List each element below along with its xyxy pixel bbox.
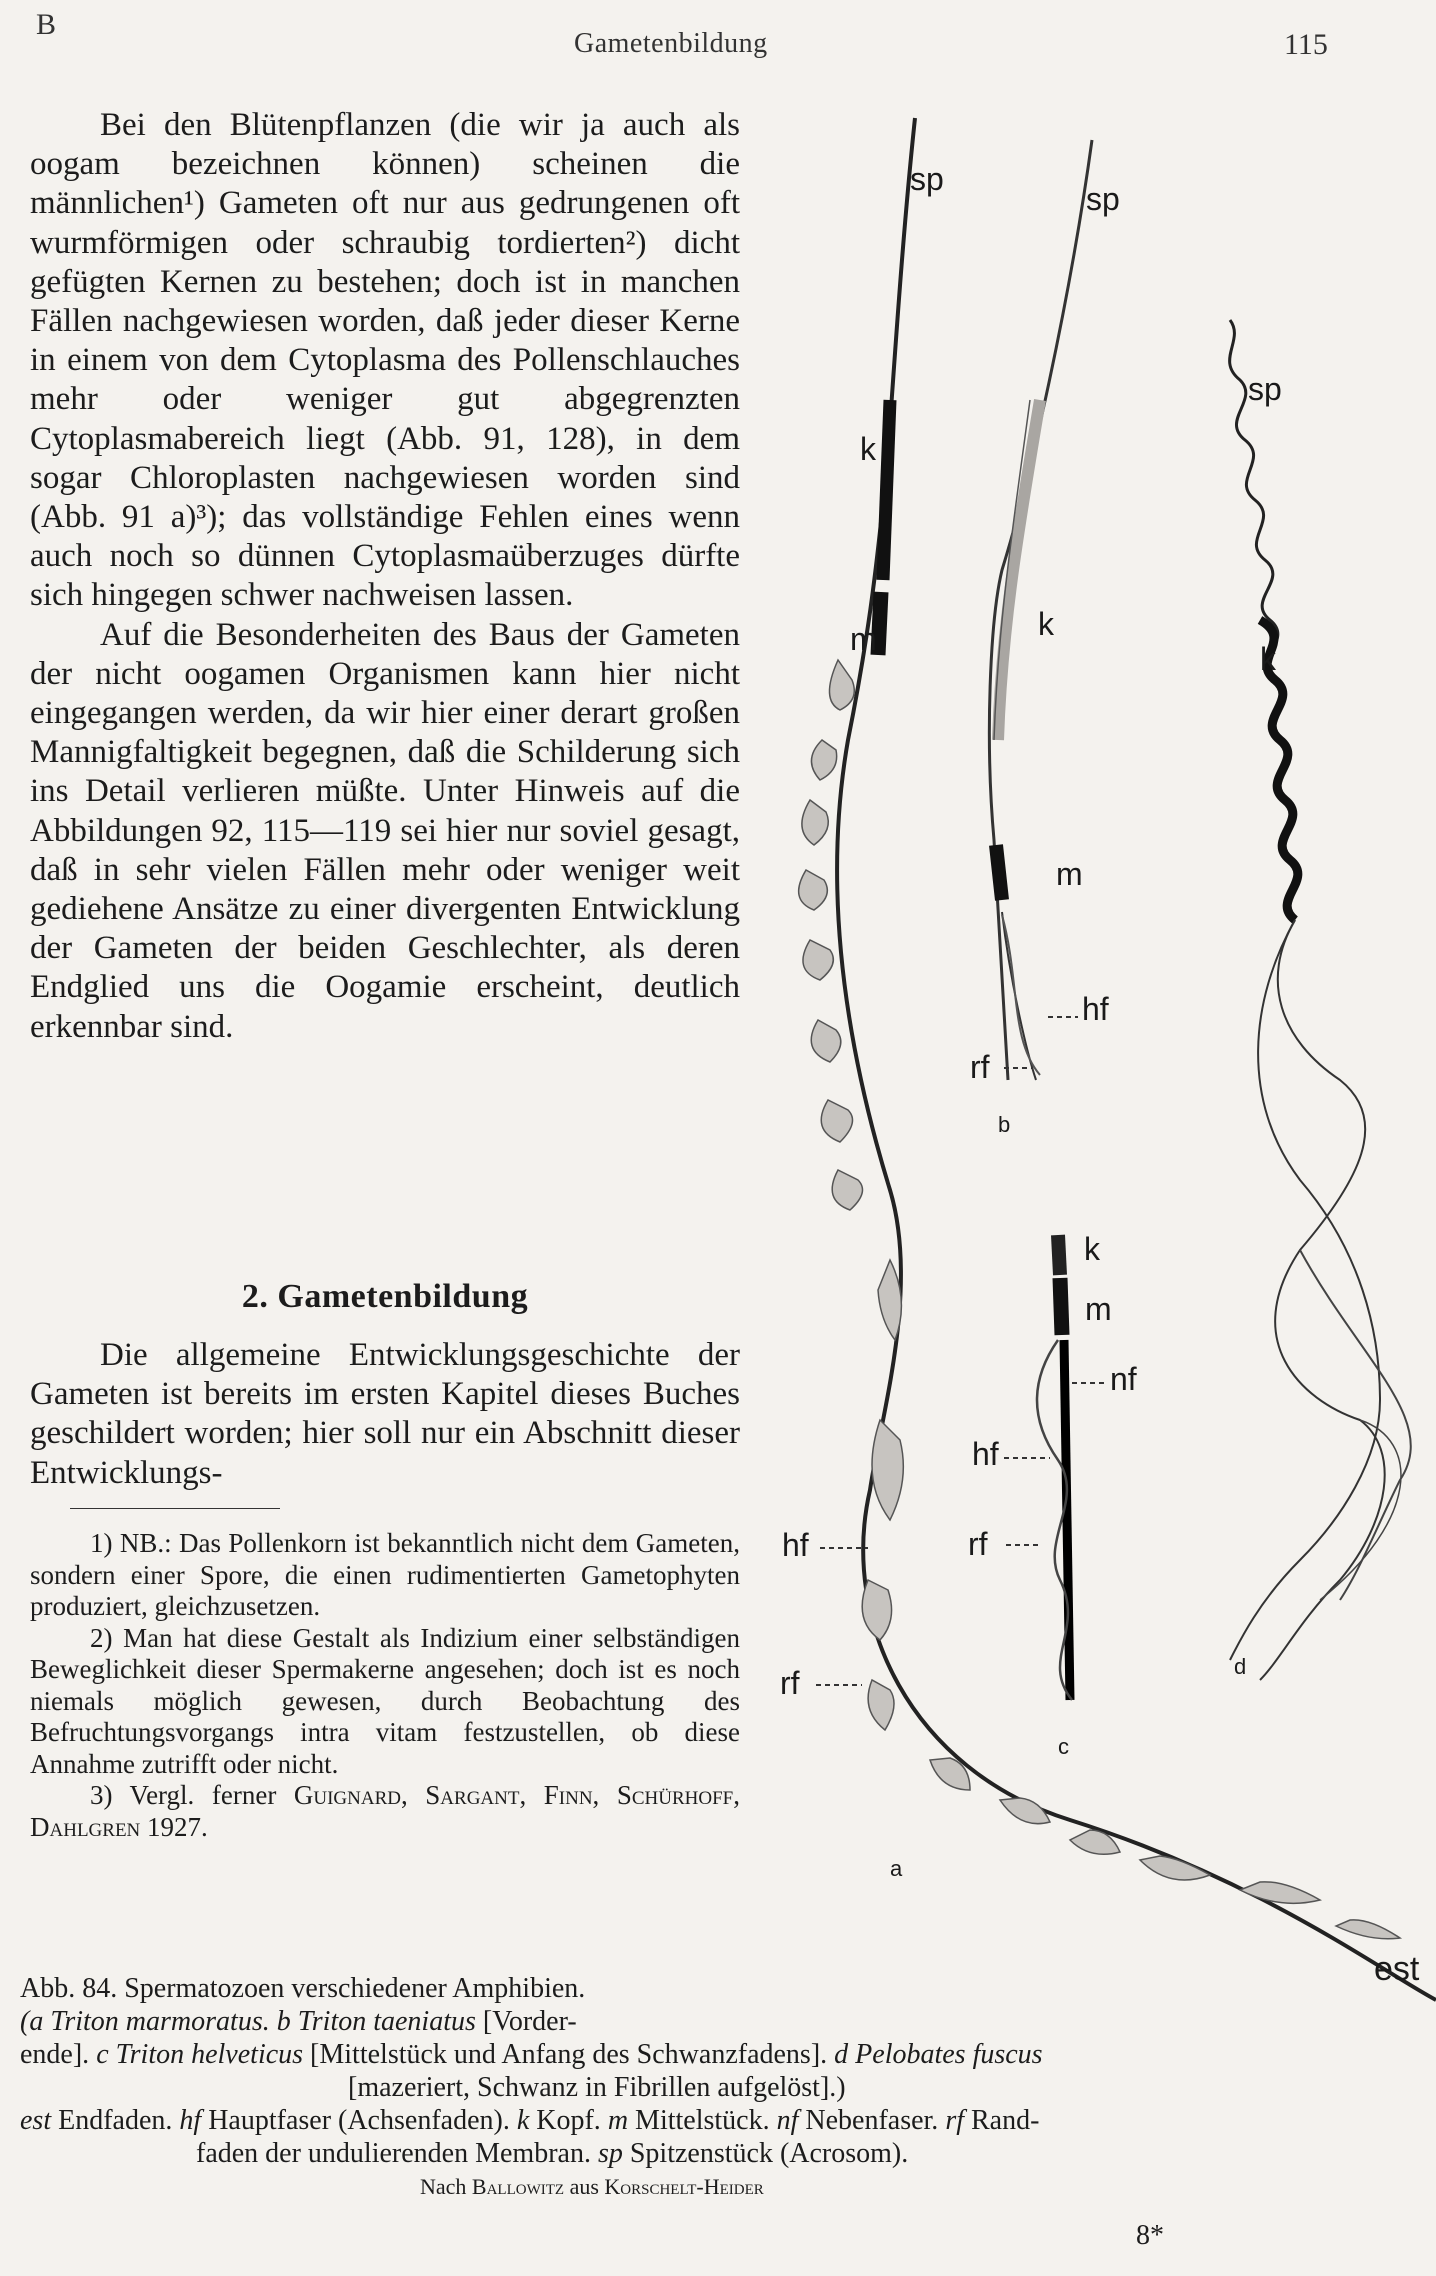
caption-line-4: [mazeriert, Schwanz in Fibrillen aufgelöst].)	[348, 2072, 846, 2103]
figure-b-head	[998, 400, 1040, 740]
footnote-3: 3) Vergl. ferner Guignard, Sargant, Finn, Schürhoff, Dahlgren 1927.	[30, 1780, 740, 1842]
label-sp-b: sp	[1086, 181, 1120, 217]
label-b: b	[998, 1112, 1011, 1137]
footnote-2: 2) Man hat diese Gestalt als Indizium einer selbständigen Beweglichkeit dieser Spermakerne angesehen; doch ist es noch niemals möglich gewesen, durch Beobachtung des Befruchtungsvorgangs intra vitam festzustellen, ob diese Annahme zutrifft oder nicht.	[30, 1622, 740, 1779]
section-title: 2. Gametenbildung	[241, 1278, 529, 1315]
label-m-a: m	[850, 621, 877, 657]
paragraph-1: Bei den Blütenpflanzen (die wir ja auch als oogam bezeichnen können) scheinen die männlichen¹) Gameten oft nur aus gedrungenen oft wurmförmigen oder schraubig tordierten²) dicht gefügten Kernen zu bestehen; doch ist in manchen Fällen nachgewiesen worden, daß jeder dieser Kerne in einem von dem Cytoplasma des Pollenschlauches mehr oder weniger gut abgegrenzten Cytoplasmabereich liegt (Abb. 91, 128), in dem sogar Chloroplasten nachgewiesen worden sind (Abb. 91 a)³); das vollständige Fehlen eines wenn auch noch so dünnen Cytoplasmaüberzuges dürfte sich hingegen schwer nachweisen lassen.	[30, 107, 740, 614]
running-title: Gametenbildung	[574, 28, 768, 59]
header-left-mark: B	[36, 8, 57, 41]
figure-c-head	[1058, 1235, 1060, 1275]
label-rf-a: rf	[780, 1665, 800, 1701]
figure-d	[1230, 320, 1411, 1680]
label-hf-b: hf	[1082, 991, 1109, 1027]
figure-d-fibril-3	[1300, 1250, 1411, 1600]
label-d: d	[1234, 1654, 1247, 1679]
figure-a-main-filament	[837, 118, 1436, 2000]
caption-line-5: est Endfaden. hf Hauptfaser (Achsenfaden). k Kopf. m Mittelstück. nf Nebenfaser. rf Rand-	[20, 2105, 1040, 2136]
label-hf-c: hf	[972, 1436, 999, 1472]
label-k-a: k	[860, 431, 876, 467]
footnotes	[30, 1528, 740, 1843]
figure-c	[1037, 1235, 1072, 1700]
figure-caption	[20, 1972, 1330, 2203]
figure-a-head	[883, 400, 890, 580]
paragraph-2: Auf die Besonderheiten des Baus der Gameten der nicht oogamen Organismen kann hier nicht eingegangen werden, da wir hier einer derart großen Mannigfaltigkeit begegnen, daß die Schilderung sich ins Detail verlieren müßte. Unter Hinweis auf die Abbildungen 92, 115—119 sei hier nur soviel gesagt, daß in sehr vielen Fällen mehr oder weniger weit gediehene Ansätze zu einer divergenten Entwicklung der Gameten der beiden Geschlechter, als deren Endglied uns die Oogamie erscheint, deutlich erkennbar sind.	[30, 616, 740, 1045]
section-body	[30, 1336, 740, 1493]
footnote-rule	[70, 1508, 280, 1509]
label-c: c	[1058, 1734, 1069, 1759]
caption-line-3: ende]. c Triton helveticus [Mittelstück und Anfang des Schwanzfadens]. d Pelobates fuscus	[20, 2039, 1043, 2070]
caption-line-6: faden der undulierenden Membran. sp Spitzenstück (Acrosom).	[196, 2138, 909, 2169]
label-m-c: m	[1085, 1291, 1112, 1327]
label-k-c: k	[1084, 1231, 1100, 1267]
label-hf-a: hf	[782, 1527, 809, 1563]
figure-a	[799, 118, 1436, 2000]
label-rf-b: rf	[970, 1049, 990, 1085]
body-text	[30, 106, 740, 1047]
printer-signature: 8*	[1136, 2220, 1164, 2251]
section-paragraph: Die allgemeine Entwicklungsgeschichte der Gameten ist bereits im ersten Kapitel dieses Buches geschildert worden; hier soll nur ein Abschnitt dieser Entwicklungs-	[30, 1337, 740, 1491]
label-k-d: k	[1260, 641, 1276, 677]
caption-line-2: (a Triton marmoratus. b Triton taeniatus [Vorder-	[20, 2006, 577, 2037]
caption-line-1: Abb. 84. Spermatozoen verschiedener Amphibien.	[20, 1973, 586, 2004]
label-a: a	[890, 1856, 903, 1881]
figure-d-fibril-4	[1320, 1420, 1401, 1600]
figure-a-middle-piece	[878, 592, 881, 655]
label-sp-d: sp	[1248, 371, 1282, 407]
label-m-b: m	[1056, 856, 1083, 892]
page-number: 115	[1284, 28, 1328, 61]
label-k-b: k	[1038, 606, 1054, 642]
caption-credit: Nach Ballowitz aus Korschelt-Heider	[420, 2174, 764, 2199]
figure-b-middle-piece	[996, 845, 1002, 900]
figure-d-fibril-2	[1230, 920, 1380, 1660]
label-est: est	[1374, 1950, 1420, 1988]
label-rf-c: rf	[968, 1526, 988, 1562]
label-sp-a: sp	[910, 161, 944, 197]
spermatozoa-figure	[740, 100, 1436, 2020]
figure-c-middle-piece	[1060, 1278, 1062, 1335]
footnote-1: 1) NB.: Das Pollenkorn ist bekanntlich nicht dem Gameten, sondern einer Spore, die einen rudimentierten Gametophyten produziert, gleichzusetzen.	[30, 1528, 740, 1621]
label-nf-c: nf	[1110, 1361, 1137, 1397]
figure-c-main-fibre	[1064, 1340, 1070, 1700]
